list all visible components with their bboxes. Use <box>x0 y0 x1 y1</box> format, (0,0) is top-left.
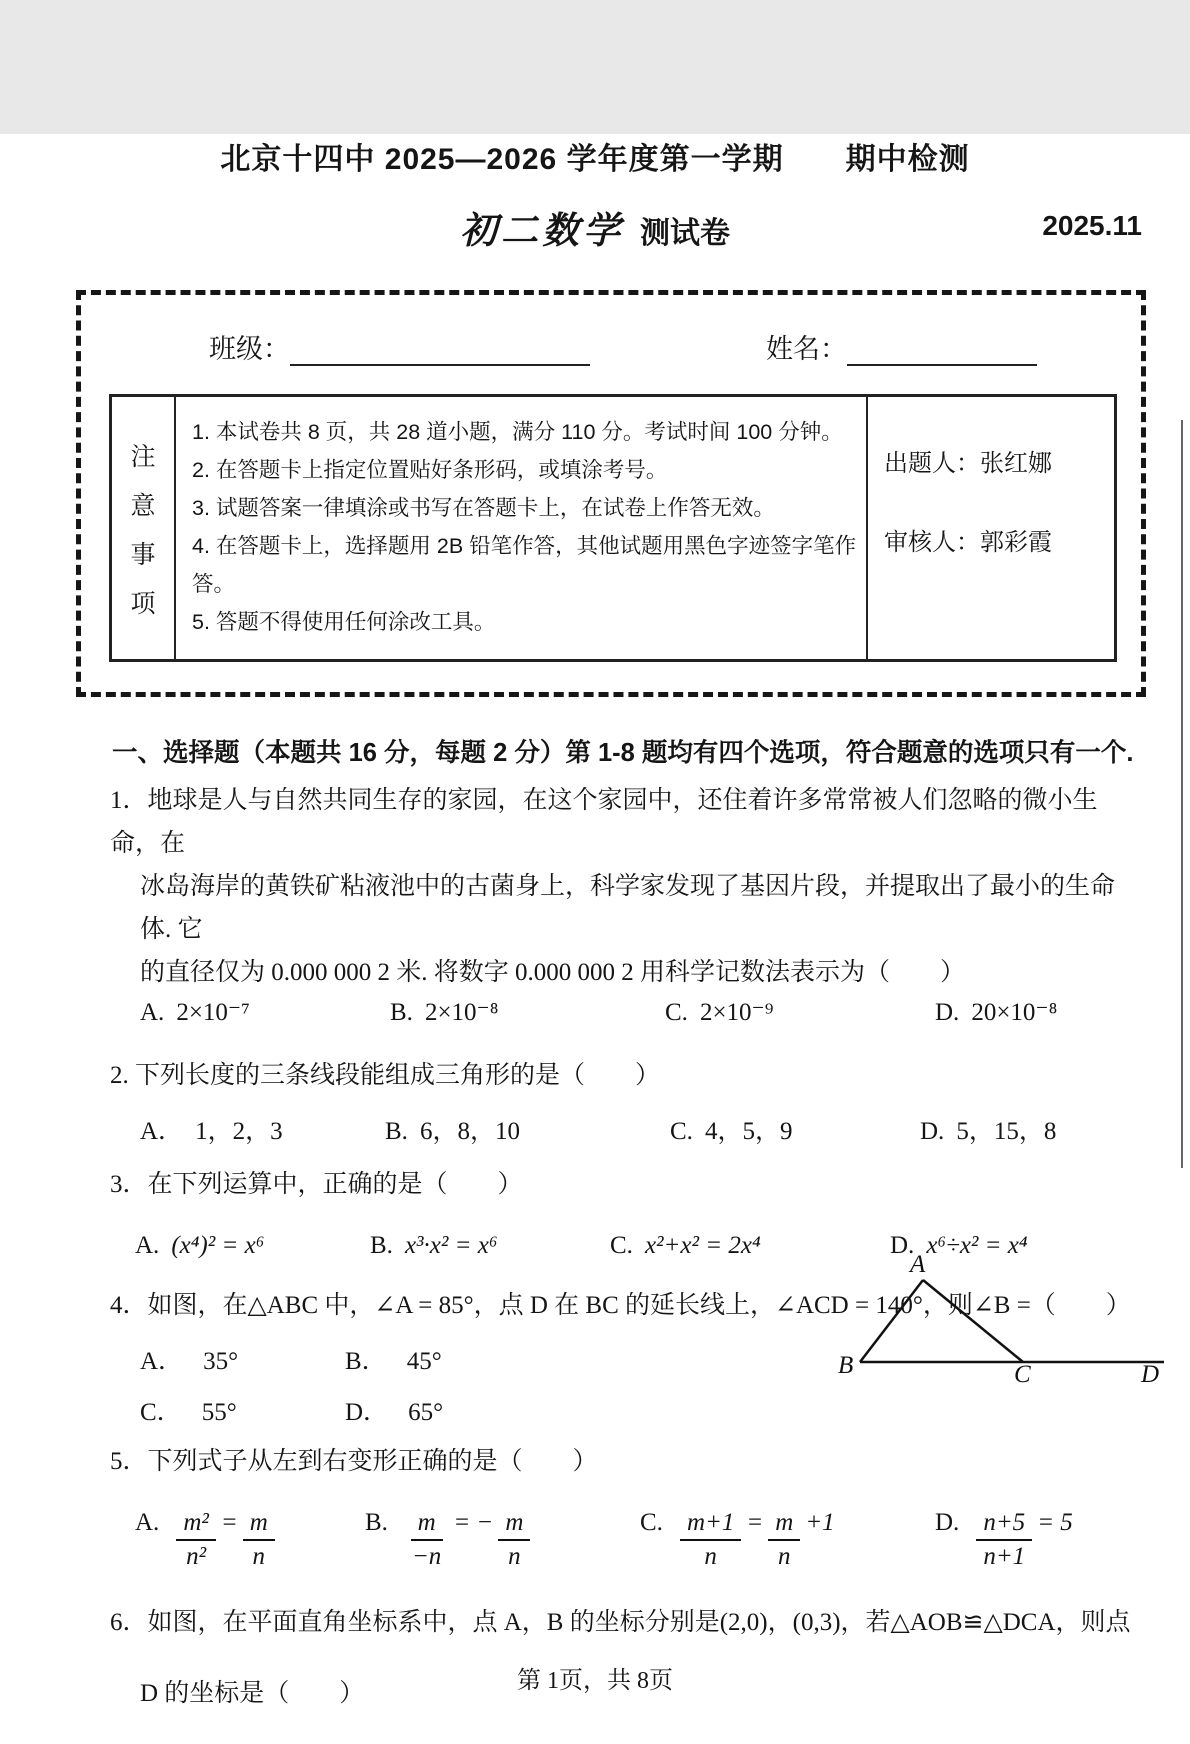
option-b <box>385 1111 670 1147</box>
fraction-numerator: m <box>411 1509 443 1541</box>
fraction-numerator: m² <box>176 1509 216 1541</box>
paper-type-label: 测试卷 <box>640 217 730 250</box>
subject-title: 初二数学 <box>460 208 624 252</box>
notice-item: 4. 在答题卡上，选择题用 2B 铅笔作答，其他试题用黑色字迹签字笔作答。 <box>192 534 857 596</box>
notice-side-char: 项 <box>130 590 156 618</box>
name-blank-line <box>847 334 1037 366</box>
option-value: 2×10⁻⁷ <box>176 999 250 1026</box>
class-blank-line <box>290 334 590 366</box>
fraction-numerator: m <box>768 1509 800 1541</box>
question-1-line-3: 的直径仅为 0.000 000 2 米. 将数字 0.000 000 2 用科学记数法表示为（ ） <box>140 959 966 986</box>
option-label: D. <box>920 1118 945 1145</box>
question-4-text: 4．如图，在△ABC 中，∠A = 85°，点 D 在 BC 的延长线上，∠ACD = 140°，则∠B =（ ） <box>110 1292 1131 1319</box>
staff-cell <box>866 397 1114 659</box>
fraction <box>176 1509 216 1571</box>
option-value: 55° <box>201 1399 237 1426</box>
question-1-options <box>140 997 1190 1027</box>
option-value: 2×10⁻⁹ <box>699 999 774 1026</box>
exam-reviewer: 审核人：郭彩霞 <box>884 529 1052 556</box>
fraction <box>405 1509 448 1571</box>
option-a <box>140 1111 385 1147</box>
fraction-denominator: n <box>704 1543 717 1570</box>
question-6-line-2: D 的坐标是（ ） <box>140 1680 365 1707</box>
question-4-triangle-figure <box>838 1250 1168 1388</box>
question-6-line-1: 6．如图，在平面直角坐标系中，点 A，B 的坐标分别是(2,0)，(0,3)，若△AOB≌△DCA，则点 <box>110 1609 1131 1636</box>
exam-date: 2025.11 <box>1042 210 1142 241</box>
equals-sign: = <box>220 1509 238 1536</box>
option-value: x⁶÷x² = x⁴ <box>926 1232 1028 1259</box>
equals-five: = 5 <box>1037 1509 1073 1536</box>
question-6 <box>110 1601 1170 1715</box>
question-5 <box>110 1440 1190 1483</box>
fraction-denominator: n <box>508 1543 521 1570</box>
option-label: D. <box>935 1509 960 1536</box>
fraction <box>243 1509 275 1571</box>
option-b <box>390 997 665 1027</box>
option-value: 35° <box>203 1348 239 1375</box>
section-1-title: 一、选择题（本题共 16 分，每题 2 分）第 1-8 题均有四个选项，符合题意的选项只有一个. <box>112 739 1134 767</box>
student-info-row <box>209 327 1123 366</box>
option-label: B. <box>365 1509 388 1536</box>
option-value: 5，15，8 <box>956 1118 1057 1145</box>
option-value: 4，5，9 <box>704 1118 793 1145</box>
option-label: C. <box>640 1509 663 1536</box>
option-d <box>935 1509 1073 1571</box>
fraction <box>768 1509 800 1571</box>
option-value: x²+x² = 2x⁴ <box>644 1232 761 1259</box>
option-d <box>935 997 1057 1027</box>
option-c <box>670 1111 920 1147</box>
question-3 <box>110 1163 1190 1206</box>
option-label: B． <box>345 1348 387 1375</box>
option-label: C． <box>140 1399 182 1426</box>
page-edge-scan-line <box>1181 420 1183 1168</box>
option-a <box>140 997 390 1027</box>
exam-setter: 出题人：张红娜 <box>884 450 1052 477</box>
question-5-text: 5．下列式子从左到右变形正确的是（ ） <box>110 1448 598 1475</box>
option-a <box>140 1341 345 1377</box>
option-label: A. <box>135 1509 160 1536</box>
option-label: B. <box>385 1118 408 1145</box>
option-label: C. <box>670 1118 693 1145</box>
option-label: D． <box>345 1399 389 1426</box>
question-2-options <box>140 1111 1190 1147</box>
notice-item: 3. 试题答案一律填涂或书写在答题卡上，在试卷上作答无效。 <box>192 496 775 520</box>
option-b <box>365 1509 640 1571</box>
fraction-numerator: m <box>243 1509 275 1541</box>
option-label: A. <box>135 1232 160 1259</box>
vertex-label-c: C <box>1014 1361 1031 1388</box>
question-2-text: 2. 下列长度的三条线段能组成三角形的是（ ） <box>110 1062 661 1089</box>
equals-minus-sign: = − <box>453 1509 494 1536</box>
option-a <box>135 1509 365 1571</box>
option-b <box>370 1232 610 1260</box>
option-value: (x⁴)² = x⁶ <box>171 1232 265 1259</box>
fraction <box>976 1509 1032 1571</box>
fraction-denominator: −n <box>411 1543 442 1570</box>
option-label: C. <box>665 999 688 1026</box>
fraction-numerator: n+5 <box>976 1509 1032 1541</box>
exam-title: 北京十四中 2025—2026 学年度第一学期 期中检测 <box>220 143 970 176</box>
option-c <box>640 1509 935 1571</box>
fraction-denominator: n² <box>186 1543 207 1570</box>
option-label: D. <box>890 1232 915 1259</box>
option-c <box>665 997 935 1027</box>
option-value: 2×10⁻⁸ <box>424 999 499 1026</box>
page-number-footer: 第 1页，共 8页 <box>517 1668 673 1694</box>
notice-side-header <box>112 397 176 659</box>
option-label: C. <box>610 1232 633 1259</box>
equals-sign: = <box>746 1509 764 1536</box>
option-d <box>345 1392 605 1428</box>
fraction-numerator: m+1 <box>680 1509 741 1541</box>
notice-side-char: 注 <box>130 443 156 471</box>
option-value: 65° <box>408 1399 444 1426</box>
notice-side-char: 意 <box>130 492 156 520</box>
vertex-label-a: A <box>910 1251 926 1278</box>
question-1-line-2: 冰岛海岸的黄铁矿粘液池中的古菌身上，科学家发现了基因片段，并提取出了最小的生命体. 它 <box>140 873 1116 943</box>
fraction-denominator: n <box>252 1543 266 1570</box>
option-a <box>135 1232 370 1260</box>
option-label: A. <box>140 999 165 1026</box>
notice-item: 2. 在答题卡上指定位置贴好条形码，或填涂考号。 <box>192 458 668 482</box>
fraction-denominator: n+1 <box>983 1543 1026 1570</box>
name-label: 姓名： <box>766 334 847 364</box>
fraction-denominator: n <box>778 1543 791 1570</box>
fraction <box>680 1509 741 1571</box>
option-b <box>345 1341 605 1377</box>
question-2 <box>110 1054 1190 1097</box>
option-value: 45° <box>406 1348 442 1375</box>
option-label: B. <box>370 1232 393 1259</box>
answer-notice-box <box>76 290 1146 697</box>
vertex-label-b: B <box>838 1352 854 1379</box>
line-ba <box>860 1280 923 1362</box>
option-c <box>140 1392 345 1428</box>
question-1-line-1: 1．地球是人与自然共同生存的家园，在这个家园中，还住着许多常常被人们忽略的微小生命，在 <box>110 787 1098 857</box>
option-value: 20×10⁻⁸ <box>971 999 1058 1026</box>
notice-side-char: 事 <box>130 541 156 569</box>
notice-items <box>176 397 866 659</box>
notice-item: 1. 本试卷共 8 页，共 28 道小题，满分 110 分。考试时间 100 分钟。 <box>192 420 843 444</box>
notice-item: 5. 答题不得使用任何涂改工具。 <box>192 610 496 634</box>
class-label: 班级： <box>209 334 290 364</box>
option-d <box>920 1111 1056 1147</box>
line-ac <box>923 1280 1023 1362</box>
vertex-label-d: D <box>1141 1361 1160 1388</box>
exam-paper-page <box>0 134 1190 1744</box>
option-label: A． <box>140 1118 184 1145</box>
option-value: 6，8，10 <box>419 1118 520 1145</box>
fraction-numerator: m <box>498 1509 530 1541</box>
option-value: 1，2，3 <box>195 1118 283 1145</box>
option-value: x³·x² = x⁶ <box>404 1232 498 1259</box>
plus-one-term: +1 <box>805 1509 835 1536</box>
option-label: D. <box>935 999 960 1026</box>
option-label: B. <box>390 999 413 1026</box>
fraction <box>498 1509 530 1571</box>
question-5-options <box>135 1509 1190 1571</box>
notice-table <box>109 394 1117 662</box>
option-label: A． <box>140 1348 184 1375</box>
question-1 <box>110 779 1115 994</box>
exam-subtitle-row <box>0 200 1190 250</box>
question-3-text: 3．在下列运算中，正确的是（ ） <box>110 1171 523 1198</box>
